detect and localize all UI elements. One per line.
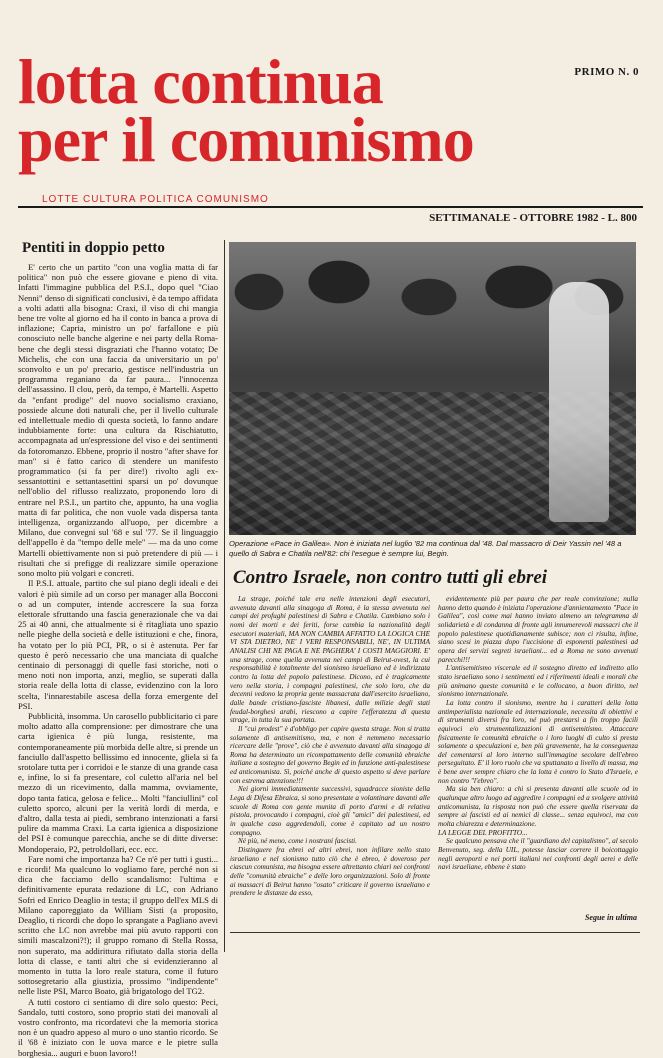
photo-figure — [549, 282, 609, 522]
masthead-title-line1: lotta continua — [18, 46, 383, 117]
left-article-paragraph: E' certo che un partito "con una voglia matta di far politica" non può che essere giovane e pieno di vita. Infatti l'immagine pubblica del P.S.I., dopo quel "Ciao Nenni" denso di significati conclusivi, è da tempo affidata a volti adatti alla bisogna: Craxi, il viso di chi mangia bene tre volte al giorno ed ha il conto in banca a prova di inflazione; Capria, ministro un po' farfallone e più conosciuto nelle banche algerine e nei party della Roma-bene che degli stessi disgraziati che l'hanno votato; De Michelis, che con una faccia da universitario un po' sconvolto e un po' precario, gestisce nell'industria un programma reganiano da far paura... l'innocenza dell'assassino. Il clou, però, da tempo, è Martelli. Aspetto da "enfant prodige" del nuovo socialismo craxiano, possiede alcune doti naturali che, per il livello culturale ed intellettuale medio di questa società, lo fanno andare indubbiamente forte: una cultura da Rischiatutto, accompagnata ad un'espressione del viso e dei sentimenti da fotoromanzo. Ebbene, proprio il nostro "after shave for man" si è fatto carico di stendere un manifesto programmatico (si fa per dire!) rivolto agli ex-sessantottini e settantasettini sparsi un po' dovunque nell'oblio del riflusso realizzato, proponendo loro di entrare nel P.S.I., un partito che, appunto, ha una voglia matta di far politica, che non vuole vada dispersa tanta intelligenza, organizzando all'uopo, per dicembre a Milano, due convegni sul '68 e sul '77. Se il linguaggio dell'appello è da "tempo delle mele" — ma da uno come Martelli obiettivamente non si può pretendere di più — i risultati che si prefigge di realizzare simile operazione sono molto più volgari e concreti. — [18, 262, 218, 579]
masthead-title-line2: per il comunismo — [18, 104, 474, 175]
right-article-paragraph: Né più, né meno, come i nostrani fascisti. — [238, 837, 357, 846]
continued-label: Segue in ultima — [581, 913, 637, 922]
masthead-title — [18, 46, 648, 175]
photo-caption: Operazione «Pace in Galilea». Non è iniziata nel luglio '82 ma continua dal '48. Dal massacro di Deir Yassin nel '48 a quello di Sabra e Chatila nell'82: chi l'esegue è sempre lui, Begin. — [229, 539, 622, 558]
right-article-column-2 — [438, 595, 638, 931]
left-article-paragraph: Pubblicità, insomma. Un carosello pubblicitario ci pare molto adatto alla comprensione: per dimostrare che una carta igienica è più lunga, resistente, ma contemporaneamente più morbida delle altre, si prende un fanciullo dall'aspetto bellissimo ed innocente, gliela si fa srotolare tutta per i corridoi e le stanze di una grande casa e, infine, lo si fa presentare, col culetto all'aria nel bel mezzo di un ricevimento, dalla mamma, ovviamente, dopo tanta fatica, gelosa e felice... Molti "fanciullini" col culetto sporco, alcuni per la verità lordi di merda, e d'altro, dalla testa ai piedi, sembrano intenzionati a farsi pulire da mamma Craxi. La carta igienica a disposizione del PSI è comunque parecchia, anche se di ditte diverse: Mondoperaio, P2, petroldollari, ecc. ecc. — [18, 710, 218, 854]
right-article-subheading: LA LEGGE DEL PROFITTO... — [438, 828, 528, 837]
left-article-paragraph: Fare nomi che importanza ha? Ce n'è per tutti i gusti... e ricordi! Ma qualcuno lo vogliamo fare, perché non si dica che facciamo dello scandalismo: l'ultima e definitivamente epurata redazione di LC, con Adriano Sofri ed Enrico Deaglio in testa; il gruppo dell'ex MLS di Milano caporeggiato da William Sisti (a proposito, Deaglio, ti ricordi che dopo lo sprangate a Pagliano avevi scritto che LC non avrebbe mai più avuto rapporti con simili mascalzoni?!); il gruppo romano di Stella Rossa, non superato, ma addirittura rifiutato dalla storia della lotta di classe, e tanti altri che si evidenzieranno al momento in tutta la loro reale statura, come il futuro sottosegretario alla giustizia, prossimo "indipendente" nelle liste PSI, Marco Boato, già brigatologo del TG2. — [18, 853, 218, 997]
masthead-subtitle: LOTTE CULTURA POLITICA COMUNISMO — [42, 194, 269, 205]
right-article-paragraph: evidentemente più per paura che per reale convinzione; nulla hanno detto quando è iniziata l'operazione d'annientamento "Pace in Galilea", così come mai hanno inviato almeno un telegramma di solidarietà e di condanna di fronte agli innumerevoli massacri che il popolo palestinese quotidianamente subisce; non ci risulta, infine, siano scesi in piazza dopo l'uccisione di esponenti palestinesi ad opera dei servizi segreti israeliani... ed a Roma ne sono avvenuti parecchi!!! — [438, 595, 638, 664]
right-article-title: Contro Israele, non contro tutti gli ebrei — [233, 567, 548, 588]
column-divider — [224, 240, 225, 952]
right-article-paragraph: Se qualcuno pensava che il "guardiano del capitalismo", al secolo Benvenuto, seg. della UIL, potesse lasciar correre il boicottaggio negli aeroporti e nei porti italiani nei confronti degli aerei e delle navi israeliane, ebbene è stato — [438, 837, 638, 872]
left-article-title: Pentiti in doppio petto — [22, 240, 165, 256]
right-article-paragraph: Distinguere fra ebrei ed altri ebrei, non infilare nello stato israeliano e nel sionismo tutto ciò che è ebreo, è doveroso per ciascun comunista, ma bisogna essere altrettanto chiari nei confronti delle "comunità ebraiche" e delle loro organizzazioni. Solo di fronte ai massacri di Beirut hanno "osato" criticare il governo israeliano e prendere le distanze da esso, — [230, 846, 430, 898]
right-article-body — [230, 595, 640, 931]
left-article-paragraph: Il P.S.I. attuale, partito che sul piano degli ideali e dei valori è più simile ad un corso per manager alla Bocconi o ad un computer, intende accrescere la sua forza elettorale sfruttando una fascia generazionale che va dai 25 ai 40 anni, che attualmente si è ritagliata uno spazio nelle pieghe della società e delle istituzioni e che, finora, ha votato per lo più PCI, PR, o si è astenuta. Per far questo è però necessario che una manciata di qualche centinaio di personaggi di quelle fasi storiche, noti o meno noti non importa, anzi, meglio, se superati dalla storia reale della lotta di classe, evidenzino con la loro scelta, l'innarestabile ascesa della forza emergente del PSI. — [18, 578, 218, 711]
issue-info: SETTIMANALE - OTTOBRE 1982 - L. 800 — [429, 212, 637, 224]
right-article-paragraph: Il "cui prodest" è d'obbligo per capire questa strage. Non si tratta solamente di antisemitismo, ma, e non è nemmeno necessario ricercare delle "prove", ciò che è avvenuto davanti alla sinagoga di Roma ha determinato un ricompattamento delle comunità ebraiche italiane a sostegno del governo Begin ed in funzione anti-palestinese ed anticomunista. Sì, poiché anche di questo aspetto si deve parlare con estrema attenzione!!! — [230, 724, 430, 785]
right-article-paragraph: L'antisemitismo viscerale ed il sostegno diretto ed indiretto allo stato israeliano sono i sentimenti ed i riferimenti ideali e morali che più animano queste comunità e le collocano, a buon diritto, nel sionismo internazionale. — [438, 664, 638, 699]
left-article-paragraph: A tutti costoro ci sentiamo di dire solo questo: Peci, Sandalo, tutti costoro, sono proprio stati dei manovali al vostro confronto, ma ricordatevi che la memoria storica non è un quadro appeso al muro o uno stantìo ricordo. Se il '68 è iniziato con le uova marce e le pietre sulla borghesia... auguri e buon lavoro!! — [18, 996, 218, 1058]
right-article-column-1 — [230, 595, 430, 931]
right-article-paragraph: La strage, poiché tale era nelle intenzioni degli esecutori, avvenuta davanti alla sinagoga di Roma, è la stessa avvenuta nei campi dei profughi palestinesi di Sabra e Chatila. Cambiano solo i nomi dei morti e dei feriti, forse cambia la nazionalità degli esecutori materiali, MA NON CAMBIA AFFATTO LA LOGICA CHE VI STA DIETRO, NE' I VERI RESPONSABILI, NE', IN ULTIMA ANALISI CHI NE PAGA E NE PAGHERA' I COSTI MAGGIORI. E' una strage, come quella avvenuta nei campi di Beirut-ovest, la cui responsabilità è totalmente del sionismo israeliano ed è indirizzata contro la lotta del popolo palestinese. Dicono, ed è tragicamente vero nella storia, i compagni palestinesi, che solo loro, che da decenni vedono la propria gente massacrata dall'esercito israeliano, dalle bande cristiano-fasciste libanesi, dalle milizie degli stati feudal-borghesi arabi, riescono a capire l'efferatezza di questa strage, in tutta la sua portata. — [230, 595, 430, 725]
news-photo — [229, 242, 636, 535]
right-article-paragraph: Nei giorni immediatamente successivi, squadracce sioniste della Lega di Difesa Ebraica, si sono presentate a volantinare davanti alle scuole di Roma con gente munita di porto d'armi e di relativa pistola, provocando i compagni, cioè gli "amici" dei palestinesi, ed in qualche caso aggredendoli, come è capitato ad un nostro compagno. — [230, 785, 430, 837]
right-article-paragraph: Ma sia ben chiaro: a chi si presenta davanti alle scuole od in qualunque altro luogo ad aggredire i compagni ed a svolgere attività anticomunista, la risposta non può che essere quella riservata da sempre ai fascisti ed ai nemici di classe... senza equivoci, ma con molta chiarezza e determinazione. — [438, 785, 638, 829]
masthead-rule — [18, 206, 643, 208]
left-article-body — [18, 262, 218, 1058]
edition-label: PRIMO N. 0 — [574, 66, 639, 78]
left-article — [18, 240, 218, 1058]
article-bottom-rule — [230, 932, 640, 933]
right-article-paragraph: La lotta contro il sionismo, mentre ha i caratteri della lotta antimperialista nazionale ed internazionale, necessita di obiettivi e di strumenti diversi fra loro, né può prestarsi a fin troppo facili equivoci e/o strumentalizzazioni di antisemitismo. Attaccare fisicamente le comunità ebraiche o i loro luoghi di culto si presta solamente a speculazioni e, ben più gravemente, ha la conseguenza del cementarsi al loro interno sull'immagine secolare dell'ebreo perseguitato. E' il loro ruolo che va sputtanato a livello di massa, ma è bene aver sempre chiaro che la lotta è contro lo Stato d'Israele, e non contro "l'ebreo". — [438, 698, 638, 785]
